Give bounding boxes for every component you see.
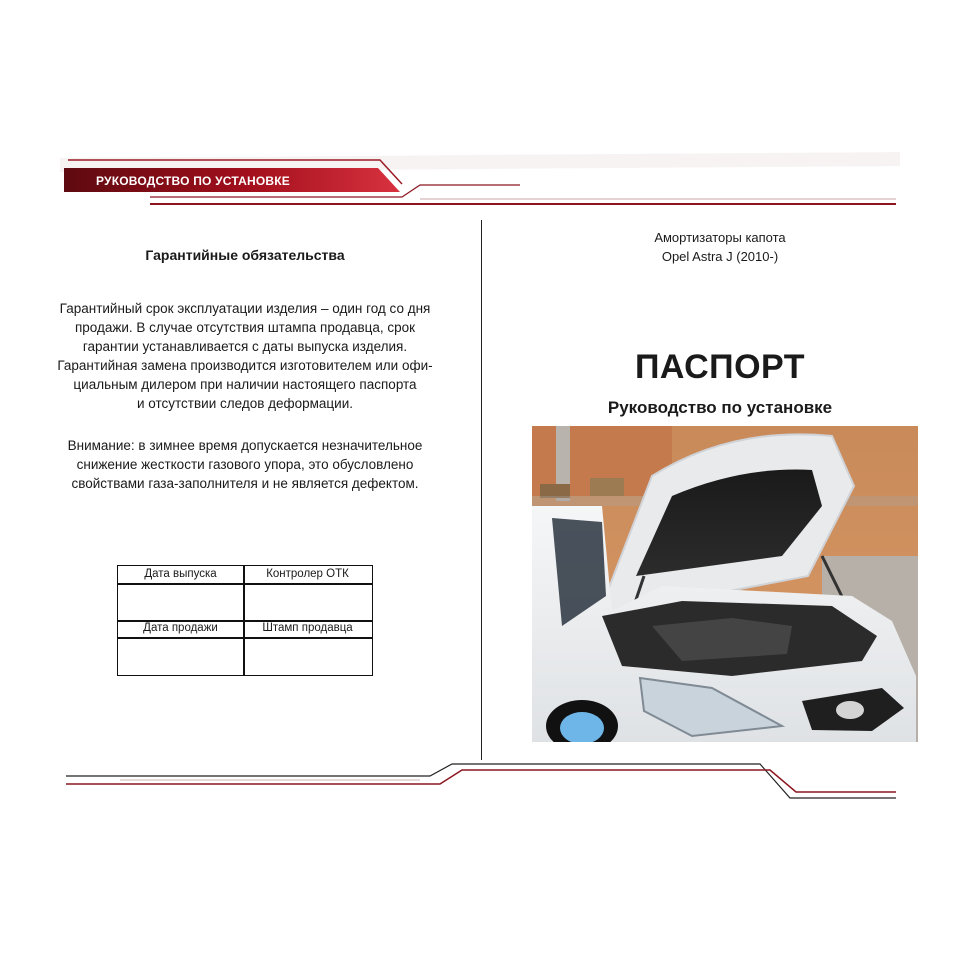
winter-notice-paragraph [36,436,454,493]
warranty-paragraph [36,299,454,413]
warranty-line: продажи. В случае отсутствия штампа продавца, срок [74,320,416,335]
product-line-2: Opel Astra J (2010-) [661,249,779,264]
table-divider [118,637,372,639]
notice-line: свойствами газа-заполнителя и не является дефектом. [71,476,419,491]
sale-date-header: Дата продажи [143,622,218,634]
passport-subtitle: Руководство по установке [607,398,833,417]
table-divider [118,583,372,585]
warranty-title: Гарантийные обязательства [145,247,345,263]
footer-lines [0,740,960,820]
release-date-header: Дата выпуска [144,568,217,580]
notice-line: Внимание: в зимнее время допускается незначительное [67,438,423,453]
stamp-table [117,565,373,676]
warranty-line: Гарантийный срок эксплуатации изделия – один год со дня [59,301,431,316]
passport-title: ПАСПОРТ [634,348,806,386]
warranty-line: Гарантийная замена производится изготовителем или офи- [57,358,433,373]
car-photo [532,426,918,742]
seller-stamp-header: Штамп продавца [262,622,353,634]
product-name [600,228,840,266]
warranty-line: гарантии устанавливается с даты выпуска изделия. [82,339,408,354]
qc-inspector-header: Контролер ОТК [266,568,349,580]
product-line-1: Амортизаторы капота [654,230,786,245]
notice-line: снижение жесткости газового упора, это обусловлено [76,457,414,472]
column-divider [481,220,482,760]
warranty-line: и отсутствии следов деформации. [136,396,353,411]
warranty-line: циальным дилером при наличии настоящего паспорта [73,377,417,392]
section-label: РУКОВОДСТВО ПО УСТАНОВКЕ [96,174,290,188]
